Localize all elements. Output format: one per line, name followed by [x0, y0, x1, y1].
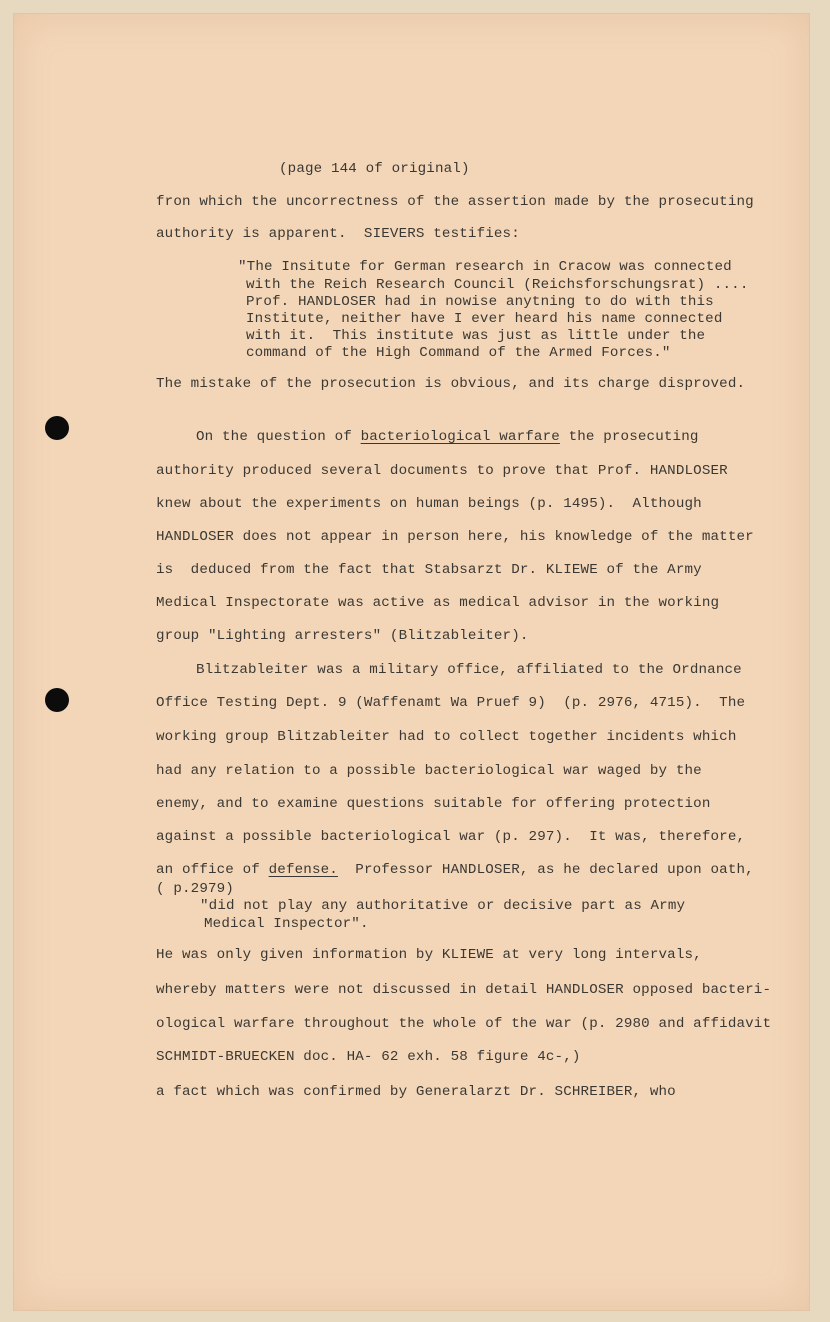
text-line: Blitzableiter was a military office, affiliated to the Ordnance [196, 662, 742, 678]
text-line: He was only given information by KLIEWE at very long intervals, [156, 947, 702, 963]
text-line: a fact which was confirmed by Generalarzt Dr. SCHREIBER, who [156, 1084, 676, 1100]
punch-hole-top [45, 416, 69, 440]
quote-line: with the Reich Research Council (Reichsforschungsrat) .... [246, 277, 749, 293]
page-heading: (page 144 of original) [279, 161, 470, 177]
text-line: against a possible bacteriological war (p. 297). It was, therefore, [156, 829, 746, 845]
text-line: ological warfare throughout the whole of the war (p. 2980 and affidavit [156, 1016, 772, 1032]
quote-line: Medical Inspector". [204, 916, 369, 932]
text-line: had any relation to a possible bacteriological war waged by the [156, 763, 702, 779]
document-page [13, 13, 810, 1311]
text-line: fron which the uncorrectness of the assertion made by the prosecuting [156, 194, 754, 210]
text-line: ( p.2979) [156, 881, 234, 897]
text-line: authority produced several documents to prove that Prof. HANDLOSER [156, 463, 728, 479]
text-line: Office Testing Dept. 9 (Waffenamt Wa Pruef 9) (p. 2976, 4715). The [156, 695, 746, 711]
quote-line: "The Insitute for German research in Cracow was connected [238, 259, 732, 275]
text-line: authority is apparent. SIEVERS testifies: [156, 226, 520, 242]
quote-line: "did not play any authoritative or decisive part as Army [200, 898, 686, 914]
text-line: enemy, and to examine questions suitable for offering protection [156, 796, 711, 812]
text-line: Medical Inspectorate was active as medical advisor in the working [156, 595, 720, 611]
text-line: is deduced from the fact that Stabsarzt Dr. KLIEWE of the Army [156, 562, 702, 578]
text-line: SCHMIDT-BRUECKEN doc. HA- 62 exh. 58 figure 4c-,) [156, 1049, 581, 1065]
text-line: HANDLOSER does not appear in person here, his knowledge of the matter [156, 529, 754, 545]
text-line: working group Blitzableiter had to collect together incidents which [156, 729, 737, 745]
text-line: knew about the experiments on human beings (p. 1495). Although [156, 496, 702, 512]
underlined-term: defense. [268, 862, 338, 878]
text-line: whereby matters were not discussed in detail HANDLOSER opposed bacteri- [156, 982, 772, 998]
punch-hole-bottom [45, 688, 69, 712]
text-line: On the question of bacteriological warfare the prosecuting [196, 429, 699, 445]
text-line: The mistake of the prosecution is obvious, and its charge disproved. [156, 376, 746, 392]
quote-line: Prof. HANDLOSER had in nowise anytning to do with this [246, 294, 714, 310]
text-line: an office of defense. Professor HANDLOSER, as he declared upon oath, [156, 862, 754, 878]
text-line: group "Lighting arresters" (Blitzableiter). [156, 628, 529, 644]
quote-line: command of the High Command of the Armed Forces." [246, 345, 671, 361]
underlined-term: bacteriological warfare [360, 429, 560, 445]
quote-line: Institute, neither have I ever heard his name connected [246, 311, 723, 327]
quote-line: with it. This institute was just as little under the [246, 328, 706, 344]
